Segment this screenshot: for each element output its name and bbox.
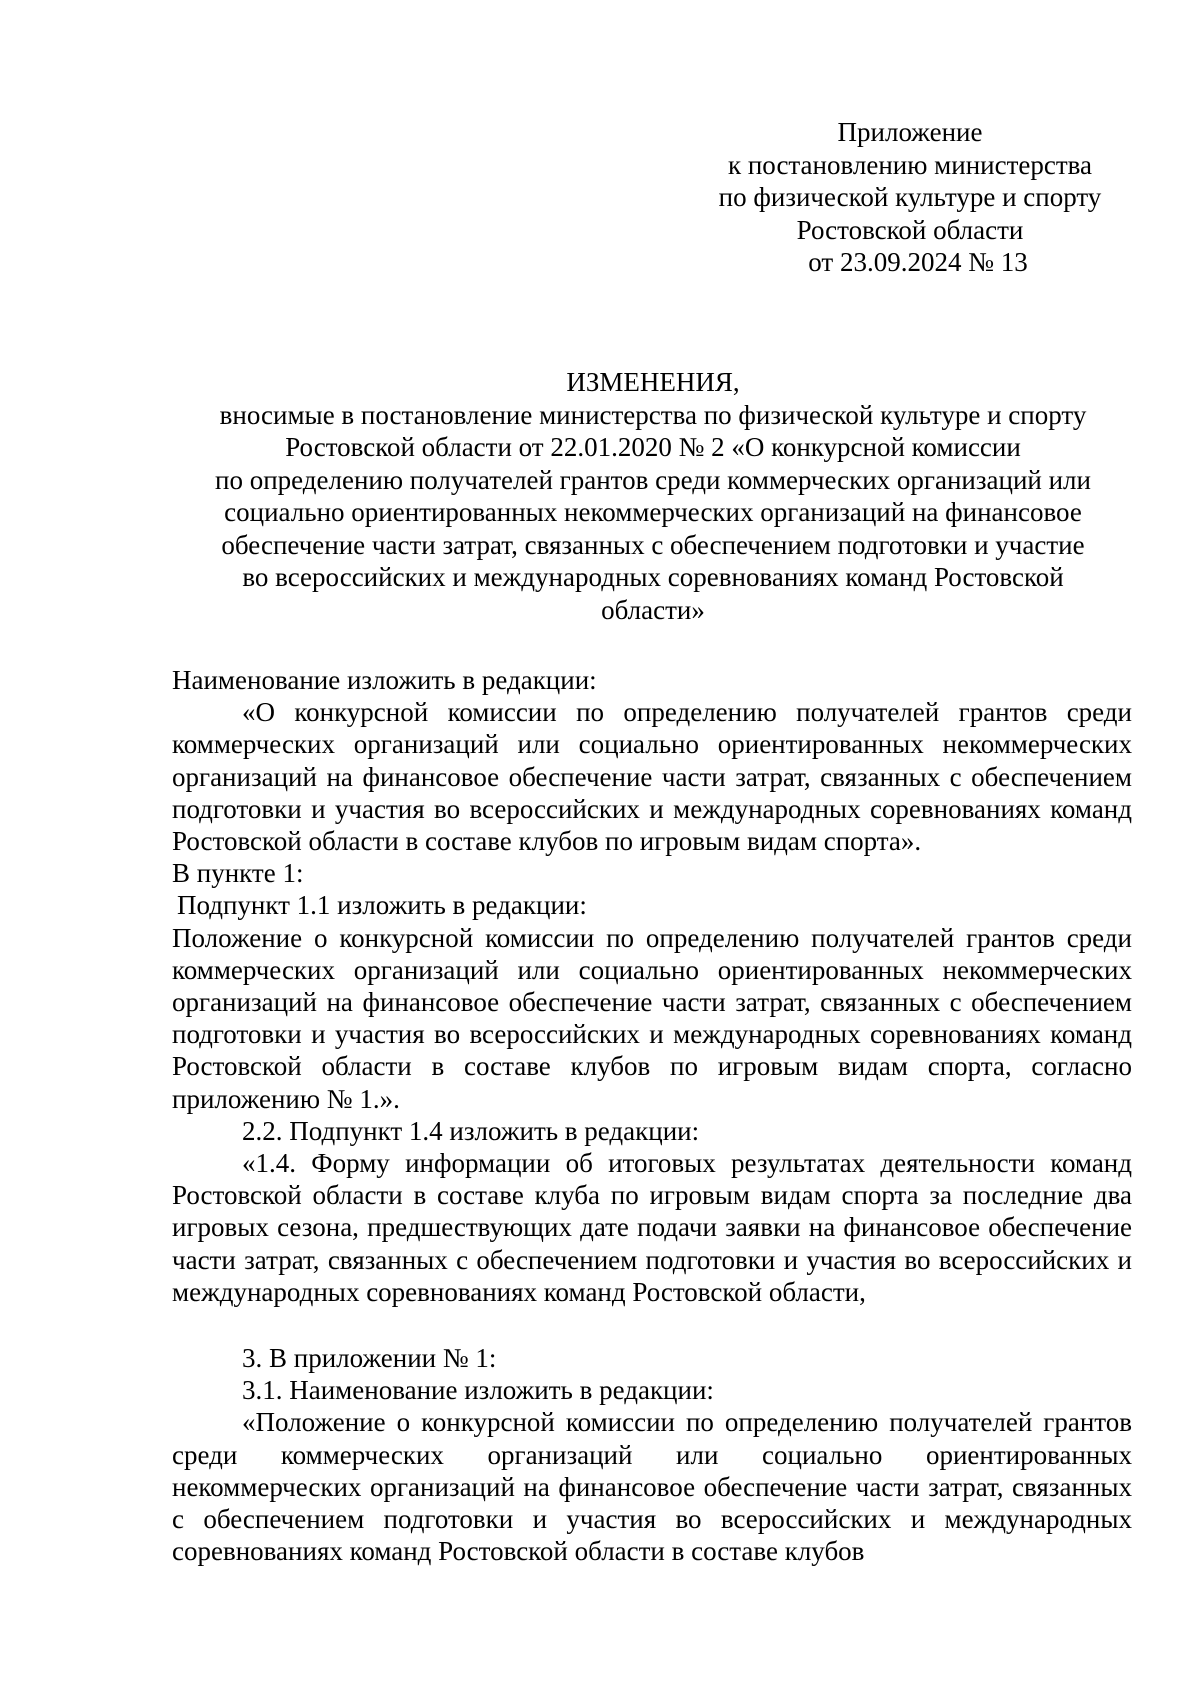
paragraph-regulation-text: Положение о конкурсной комиссии по определению получателей грантов среди коммерческих организаций или социально ориентированных некоммерческих организаций на финансовое обеспечение части затрат, связанных с обеспечением подготовки и участия во всероссийских и международных соревнованиях команд Ростовской области в составе клубов по игровым видам спорта, согласно приложению № 1.». bbox=[172, 922, 1132, 1114]
document-body bbox=[172, 664, 1132, 1567]
paragraph-naming: Наименование изложить в редакции: bbox=[172, 665, 597, 695]
paragraph-appendix-1-naming-text: «Положение о конкурсной комиссии по определению получателей грантов среди коммерческих организаций или социально ориентированных некоммерческих организаций на финансовое обеспечение части затрат, связанных с обеспечением подготовки и участия во всероссийских и международных соревнованиях команд Ростовской области в составе клубов bbox=[172, 1407, 1132, 1567]
paragraph-appendix-1: 3. В приложении № 1: bbox=[242, 1343, 497, 1374]
title-line: по определению получателей грантов среди коммерческих организаций или bbox=[215, 464, 1091, 495]
title-line: обеспечение части затрат, связанных с обеспечением подготовки и участие bbox=[221, 529, 1085, 560]
appendix-header bbox=[690, 116, 1130, 279]
title-line: социально ориентированных некоммерческих организаций на финансовое bbox=[224, 497, 1082, 527]
paragraph-subpoint-1-4-text: «1.4. Форму информации об итоговых результатах деятельности команд Ростовской области в составе клуба по игровым видам спорта за последние два игровых сезона, предшествующих дате подачи заявки на финансовое обеспечение части затрат, связанных с обеспечением подготовки и участия во всероссийских и международных соревнованиях команд Ростовской области, bbox=[172, 1148, 1132, 1307]
appendix-date-number: от 23.09.2024 № 13 bbox=[808, 247, 1028, 277]
paragraph-gap bbox=[172, 1308, 1132, 1342]
title-heading: ИЗМЕНЕНИЯ, bbox=[566, 367, 740, 397]
title-line: Ростовской области от 22.01.2020 № 2 «О конкурсной комиссии bbox=[285, 432, 1021, 462]
appendix-region: Ростовской области bbox=[796, 214, 1024, 245]
appendix-label: Приложение bbox=[837, 117, 983, 147]
paragraph-point-1: В пункте 1: bbox=[172, 858, 304, 889]
paragraph-subpoint-1-1: Подпункт 1.1 изложить в редакции: bbox=[177, 890, 587, 921]
paragraph-naming-text: «О конкурсной комиссии по определению получателей грантов среди коммерческих организаций или социально ориентированных некоммерческих организаций на финансовое обеспечение части затрат, связанных с обеспечением подготовки и участия во всероссийских и международных соревнованиях команд Ростовской области в составе клубов по игровым видам спорта». bbox=[172, 697, 1132, 857]
title-line: вносимые в постановление министерства по физической культуре и спорту bbox=[219, 399, 1087, 430]
paragraph-appendix-1-naming: 3.1. Наименование изложить в редакции: bbox=[242, 1375, 714, 1406]
appendix-reference: к постановлению министерства bbox=[727, 149, 1093, 180]
document-title bbox=[170, 366, 1136, 626]
paragraph-subpoint-1-4: 2.2. Подпункт 1.4 изложить в редакции: bbox=[242, 1115, 700, 1146]
title-line: области» bbox=[601, 594, 705, 625]
appendix-ministry: по физической культуре и спорту bbox=[718, 182, 1102, 212]
title-line: во всероссийских и международных соревнованиях команд Ростовской bbox=[242, 562, 1064, 592]
